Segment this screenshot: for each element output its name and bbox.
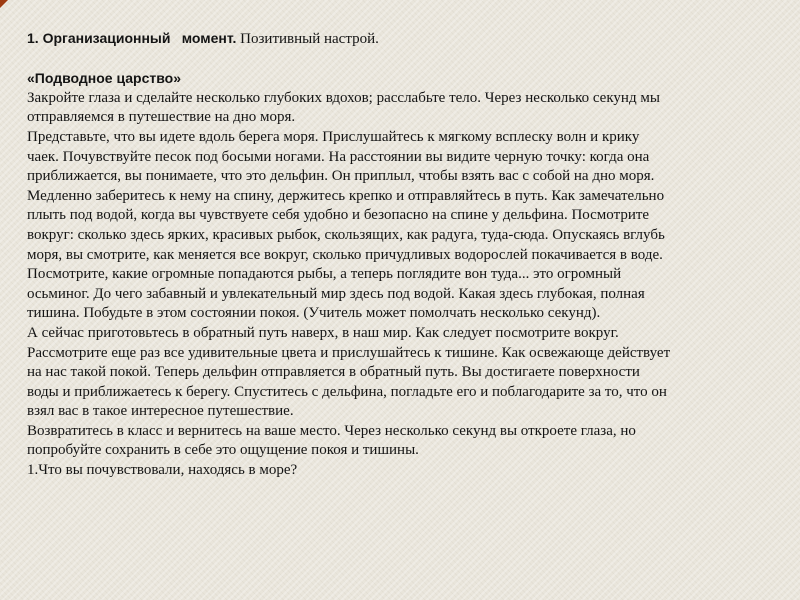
text-line: А сейчас приготовьтесь в обратный путь наверх, в наш мир. Как следует посмотрите вокруг. [27, 324, 619, 341]
text-line: Посмотрите, какие огромные попадаются рыбы, а теперь поглядите вон туда... это огромный [27, 266, 622, 283]
text-line: Медленно заберитесь к нему на спину, держитесь крепко и отправляйтесь в путь. Как замечательно [27, 187, 665, 204]
text-line: Возвратитесь в класс и вернитесь на ваше место. Через несколько секунд вы откроете глаза, но [27, 422, 636, 439]
text-line: Рассмотрите еще раз все удивительные цвета и прислушайтесь к тишине. Как освежающе действует [27, 344, 671, 361]
text-line: вокруг: сколько здесь ярких, красивых рыбок, скользящих, как радуга, туда-сюда. Опускаясь вглубь [27, 226, 665, 243]
story-title: «Подводное царство» [27, 70, 181, 87]
text-line: на нас такой покой. Теперь дельфин отправляется в обратный путь. Вы достигаете поверхности [27, 364, 640, 381]
text-line: моря, вы смотрите, как меняется все вокруг, сколько причудливых водорослей покачивается в воде. [27, 246, 663, 263]
corner-accent [0, 0, 8, 8]
text-line: Закройте глаза и сделайте несколько глубоких вдохов; расслабьте тело. Через несколько секунд мы [27, 89, 660, 106]
text-line: отправляемся в путешествие на дно моря. [27, 109, 296, 126]
heading-rest: Позитивный настрой. [240, 31, 379, 47]
text-line: чаек. Почувствуйте песок под босыми ногами. На расстоянии вы видите черную точку: когда она [27, 148, 650, 165]
slide-text-block [27, 29, 795, 481]
text-line: плыть под водой, когда вы чувствуете себя удобно и безопасно на спине у дельфина. Посмотрите [27, 207, 650, 224]
heading-bold: момент. [181, 30, 237, 46]
section-heading [27, 29, 795, 50]
text-line: воды и приближаетесь к берегу. Спуститесь с дельфина, погладьте его и поблагодарите за то, что он [27, 383, 667, 400]
question-line: 1.Что вы почувствовали, находясь в море? [27, 462, 298, 479]
text-line: тишина. Побудьте в этом состоянии покоя. (Учитель может помолчать несколько секунд). [27, 305, 601, 322]
spacer [27, 50, 795, 70]
text-line: попробуйте сохранить в себе это ощущение покоя и тишины. [27, 442, 419, 459]
text-line: осьминог. До чего забавный и увлекательный мир здесь под водой. Какая здесь глубокая, полная [27, 285, 645, 302]
text-line: Представьте, что вы идете вдоль берега моря. Прислушайтесь к мягкому всплеску волн и крику [27, 128, 640, 145]
text-line: приближается, вы понимаете, что это дельфин. Он приплыл, чтобы взять вас с собой на дно моря. [27, 168, 655, 185]
heading-number: 1. Организационный [27, 30, 171, 46]
text-line: взял вас в такое интересное путешествие. [27, 403, 294, 420]
